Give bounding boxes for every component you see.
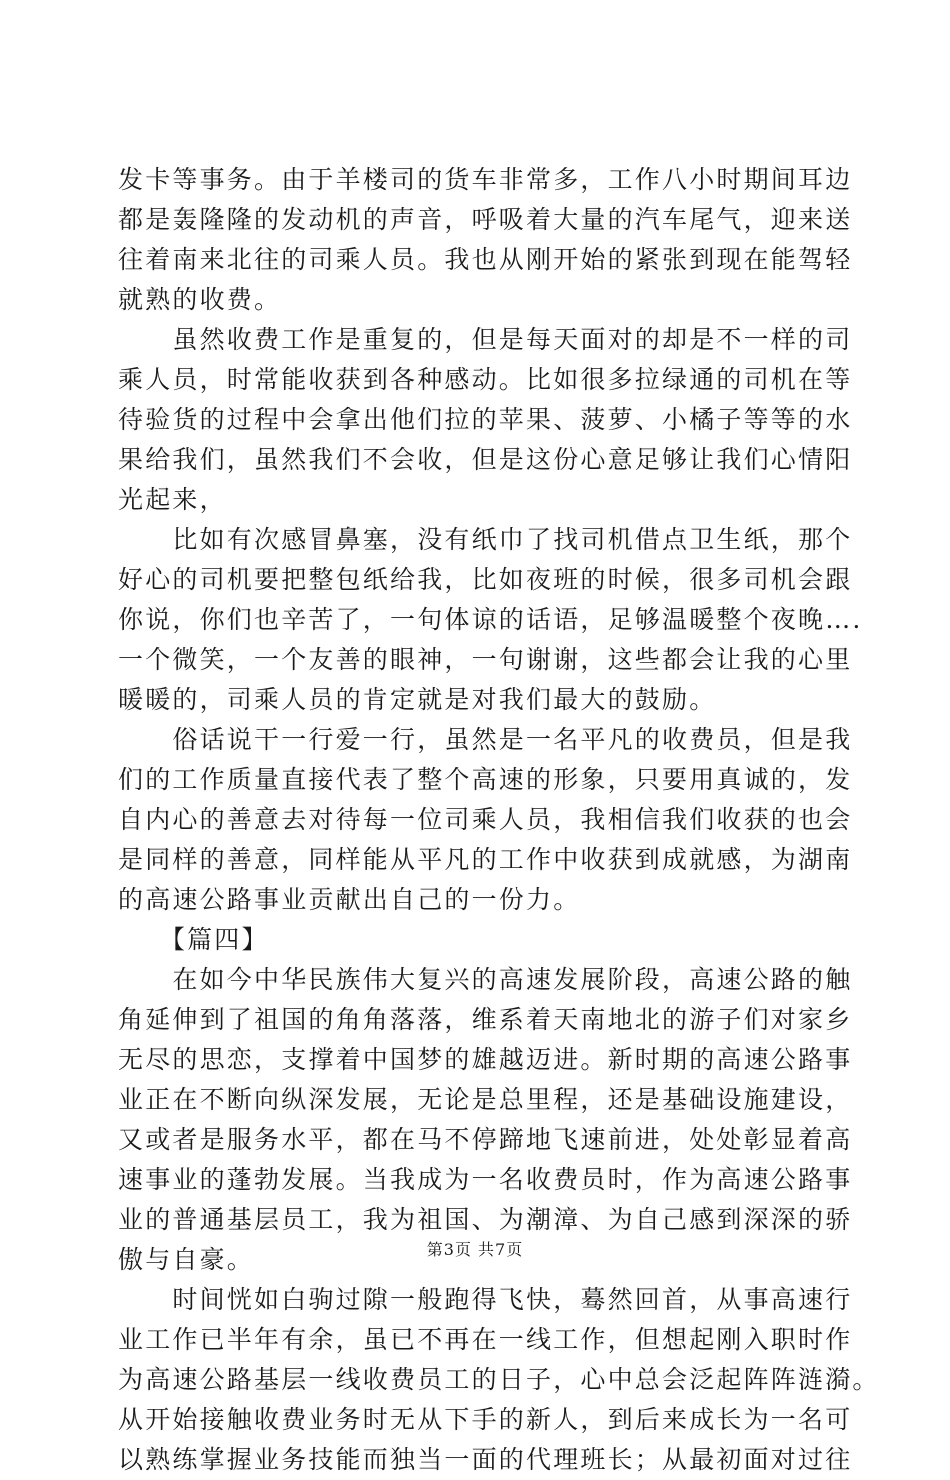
section-heading: 【篇四】: [118, 925, 269, 954]
text-line: 好心的司机要把整包纸给我，比如夜班的时候，很多司机会跟: [118, 565, 853, 594]
text-line: 一个微笑，一个友善的眼神，一句谢谢，这些都会让我的心里: [118, 645, 853, 674]
text-line: 们的工作质量直接代表了整个高速的形象，只要用真诚的，发: [118, 765, 853, 794]
text-line: 在如今中华民族伟大复兴的高速发展阶段，高速公路的触: [118, 965, 853, 994]
text-line: 时间恍如白驹过隙一般跑得飞快，蓦然回首，从事高速行: [118, 1285, 853, 1314]
text-line: 无尽的思恋，支撑着中国梦的雄越迈进。新时期的高速公路事: [118, 1045, 853, 1074]
text-line: 业正在不断向纵深发展，无论是总里程，还是基础设施建设，: [118, 1085, 853, 1114]
text-line: 光起来，: [118, 485, 227, 514]
text-line: 自内心的善意去对待每一位司乘人员，我相信我们收获的也会: [118, 805, 853, 834]
text-line: 往着南来北往的司乘人员。我也从刚开始的紧张到现在能驾轻: [118, 245, 853, 274]
text-line: 俗话说干一行爱一行，虽然是一名平凡的收费员，但是我: [118, 725, 853, 754]
text-line: 以熟练掌握业务技能而独当一面的代理班长；从最初面对过往: [118, 1445, 853, 1474]
text-line: 傲与自豪。: [118, 1245, 255, 1274]
text-line: 乘人员，时常能收获到各种感动。比如很多拉绿通的司机在等: [118, 365, 853, 394]
text-line: 虽然收费工作是重复的，但是每天面对的却是不一样的司: [118, 325, 853, 354]
text-line: 比如有次感冒鼻塞，没有纸巾了找司机借点卫生纸，那个: [118, 525, 853, 554]
text-line: 业工作已半年有余，虽已不再在一线工作，但想起刚入职时作: [118, 1325, 853, 1354]
text-line: 速事业的蓬勃发展。当我成为一名收费员时，作为高速公路事: [118, 1165, 853, 1194]
text-line: 就熟的收费。: [118, 285, 282, 314]
text-line: 发卡等事务。由于羊楼司的货车非常多，工作八小时期间耳边: [118, 165, 853, 194]
text-line: 为高速公路基层一线收费员工的日子，心中总会泛起阵阵涟漪。: [118, 1365, 880, 1394]
text-line: 业的普通基层员工，我为祖国、为潮漳、为自己感到深深的骄: [118, 1205, 853, 1234]
text-line: 暖暖的，司乘人员的肯定就是对我们最大的鼓励。: [118, 685, 717, 714]
text-line: 是同样的善意，同样能从平凡的工作中收获到成就感，为湖南: [118, 845, 853, 874]
text-line: 果给我们，虽然我们不会收，但是这份心意足够让我们心情阳: [118, 445, 853, 474]
text-line: 的高速公路事业贡献出自己的一份力。: [118, 885, 581, 914]
text-line: 角延伸到了祖国的角角落落，维系着天南地北的游子们对家乡: [118, 1005, 853, 1034]
text-line: 从开始接触收费业务时无从下手的新人，到后来成长为一名可: [118, 1405, 853, 1434]
document-body: [118, 160, 880, 1480]
text-line: 又或者是服务水平，都在马不停蹄地飞速前进，处处彰显着高: [118, 1125, 853, 1154]
text-line: 待验货的过程中会拿出他们拉的苹果、菠萝、小橘子等等的水: [118, 405, 853, 434]
text-line: 都是轰隆隆的发动机的声音，呼吸着大量的汽车尾气，迎来送: [118, 205, 853, 234]
page-number-footer: 第3页 共7页: [426, 1240, 524, 1259]
text-line: 你说，你们也辛苦了，一句体谅的话语，足够温暖整个夜晚….: [118, 605, 863, 634]
